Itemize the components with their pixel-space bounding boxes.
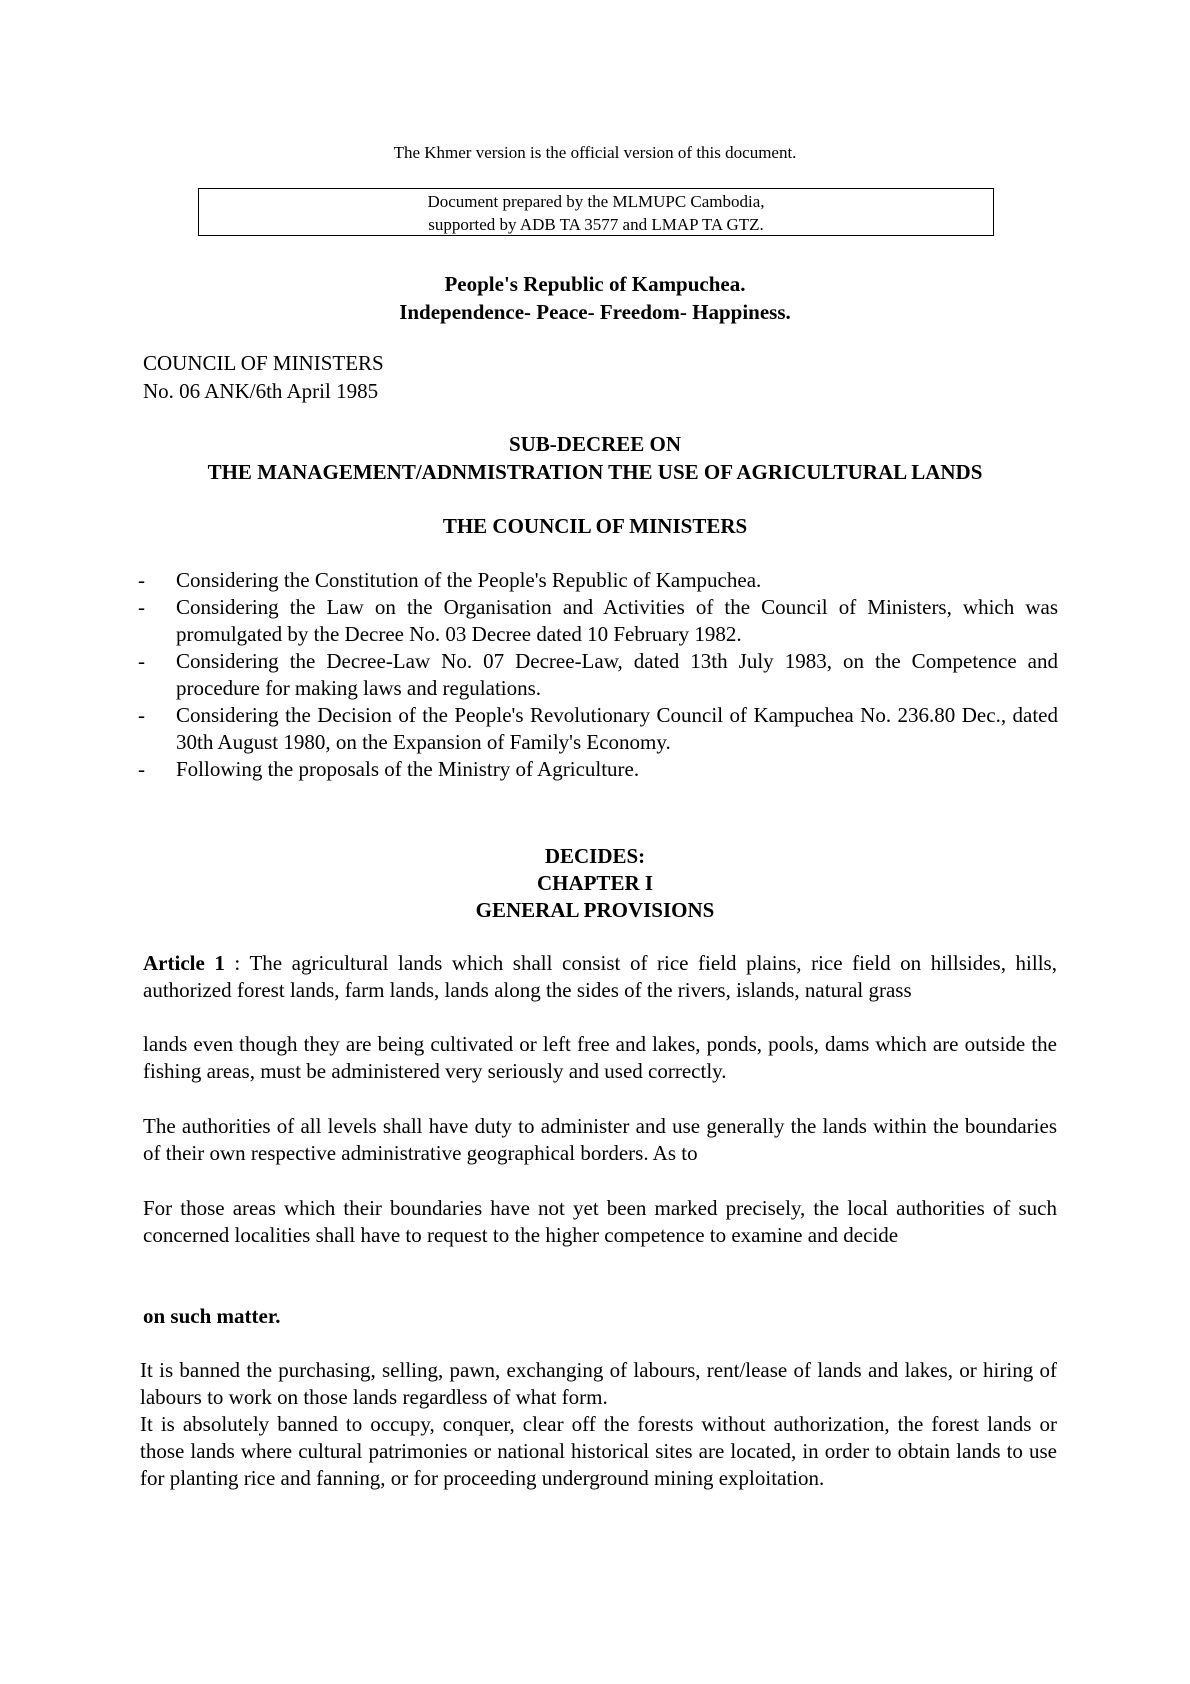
issuer-reference: No. 06 ANK/6th April 1985 <box>143 379 379 403</box>
state-motto: Independence- Peace- Freedom- Happiness. <box>399 300 791 324</box>
preparation-line-1: Document prepared by the MLMUPC Cambodia, <box>427 192 765 211</box>
list-item <box>138 567 1058 594</box>
preparation-line-2: supported by ADB TA 3577 and LMAP TA GTZ. <box>428 215 764 234</box>
official-version-note: The Khmer version is the official version of this document. <box>393 143 797 162</box>
paragraph-6: It is banned the purchasing, selling, pawn, exchanging of labours, rent/lease of lands and lakes, or hiring of labours to work on those lands regardless of what form. <box>140 1358 1057 1409</box>
article-1-text: The agricultural lands which shall consist of rice field plains, rice field on hillsides, hills, authorized forest lands, farm lands, lands along the sides of the rivers, islands, natural grass <box>143 951 1057 1002</box>
article-1-separator: : <box>224 951 250 975</box>
consideration-text: Following the proposals of the Ministry of Agriculture. <box>176 757 640 781</box>
consideration-text: Considering the Constitution of the People's Republic of Kampuchea. <box>176 568 762 592</box>
bullet-dash: - <box>138 757 145 781</box>
decides-label: DECIDES: <box>544 844 646 868</box>
decision-heading <box>0 843 1190 924</box>
paragraph-5: on such matter. <box>143 1304 281 1328</box>
issuer-block <box>143 349 384 405</box>
list-item <box>138 648 1058 702</box>
document-title <box>0 430 1190 486</box>
bullet-dash: - <box>138 568 145 592</box>
consideration-text: Considering the Decree-Law No. 07 Decree-Law, dated 13th July 1983, on the Competence and procedure for making laws and regulations. <box>176 649 1058 700</box>
paragraph-2: lands even though they are being cultivated or left free and lakes, ponds, pools, dams which are outside the fishing areas, must be administered very seriously and used correctly. <box>143 1032 1057 1083</box>
bullet-dash: - <box>138 595 145 619</box>
issuer-body: COUNCIL OF MINISTERS <box>143 351 384 375</box>
bullet-dash: - <box>138 703 145 727</box>
article-1-paragraph <box>143 950 1057 1004</box>
list-item <box>138 756 1058 783</box>
title-line-2: THE MANAGEMENT/ADNMISTRATION THE USE OF AGRICULTURAL LANDS <box>207 460 983 484</box>
bullet-dash: - <box>138 649 145 673</box>
considerations-list <box>138 567 1058 783</box>
state-heading <box>0 270 1190 326</box>
consideration-text: Considering the Law on the Organisation and Activities of the Council of Ministers, which was promulgated by the Decree No. 03 Decree dated 10 February 1982. <box>176 595 1058 646</box>
list-item <box>138 594 1058 648</box>
chapter-title: GENERAL PROVISIONS <box>475 898 715 922</box>
list-item <box>138 702 1058 756</box>
preparation-notice-box <box>198 188 994 236</box>
title-line-1: SUB-DECREE ON <box>508 432 682 456</box>
council-heading: THE COUNCIL OF MINISTERS <box>442 514 748 538</box>
chapter-label: CHAPTER I <box>536 871 654 895</box>
article-1-label: Article 1 <box>143 951 225 975</box>
consideration-text: Considering the Decision of the People's Revolutionary Council of Kampuchea No. 236.80 Dec., dated 30th August 1980, on the Expansion of Family's Economy. <box>176 703 1058 754</box>
paragraph-3: The authorities of all levels shall have duty to administer and use generally the lands within the boundaries of their own respective administrative geographical borders. As to <box>143 1114 1057 1165</box>
state-name: People's Republic of Kampuchea. <box>444 272 746 296</box>
paragraph-4: For those areas which their boundaries have not yet been marked precisely, the local authorities of such concerned localities shall have to request to the higher competence to examine and decide <box>143 1196 1057 1247</box>
paragraph-7: It is absolutely banned to occupy, conquer, clear off the forests without authorization, the forest lands or those lands where cultural patrimonies or national historical sites are located, in order to obtain lands to use for planting rice and fanning, or for proceeding underground mining exploitation. <box>140 1412 1057 1490</box>
